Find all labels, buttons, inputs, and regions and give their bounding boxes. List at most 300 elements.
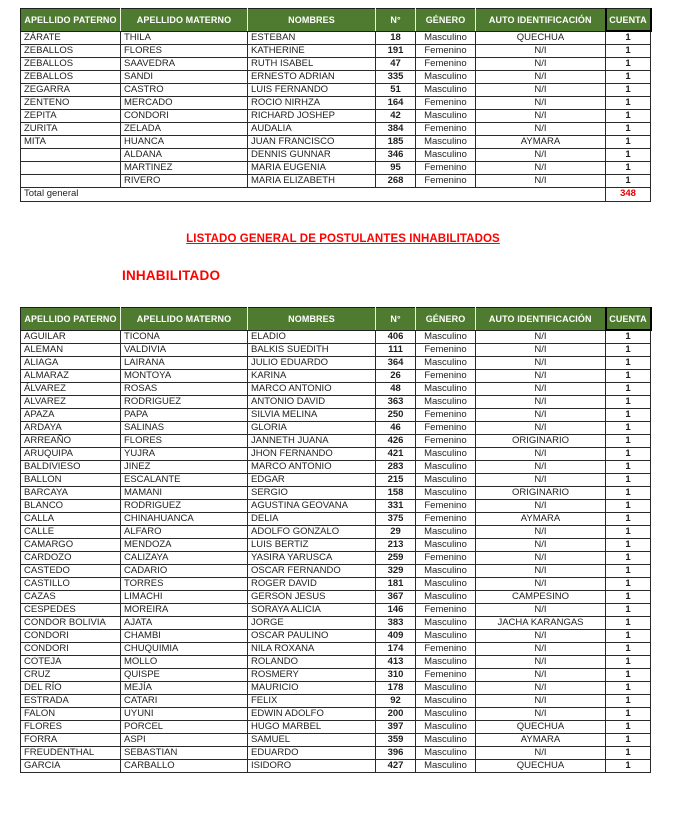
- cell: 47: [376, 58, 416, 71]
- cell: SERGIO: [248, 487, 376, 500]
- cell: MARIA ELIZABETH: [248, 175, 376, 188]
- total-label: Total general: [21, 188, 606, 202]
- cell: N/I: [476, 695, 606, 708]
- cell: CONDORI: [121, 110, 248, 123]
- cell: 1: [606, 422, 651, 435]
- cell: BALDIVIESO: [21, 461, 121, 474]
- cell: RODRIGUEZ: [121, 396, 248, 409]
- cell: CALLE: [21, 526, 121, 539]
- cell: Femenino: [416, 552, 476, 565]
- cell: RIVERO: [121, 175, 248, 188]
- cell: FALON: [21, 708, 121, 721]
- cell: LAIRANA: [121, 357, 248, 370]
- cell: ORIGINARIO: [476, 487, 606, 500]
- table-row: [21, 357, 651, 370]
- cell: N/I: [476, 175, 606, 188]
- cell: 413: [376, 656, 416, 669]
- cell: N/I: [476, 539, 606, 552]
- cell: Masculino: [416, 578, 476, 591]
- table-row: [21, 539, 651, 552]
- cell: 185: [376, 136, 416, 149]
- cell: Masculino: [416, 396, 476, 409]
- cell: Masculino: [416, 721, 476, 734]
- cell: 268: [376, 175, 416, 188]
- cell: 1: [606, 565, 651, 578]
- cell: FELIX: [248, 695, 376, 708]
- table-row: [21, 591, 651, 604]
- col-apellido-materno: APELLIDO MATERNO: [121, 308, 248, 331]
- table-row: [21, 461, 651, 474]
- cell: BALKIS SUEDITH: [248, 344, 376, 357]
- cell: ÁLVAREZ: [21, 383, 121, 396]
- cell: 146: [376, 604, 416, 617]
- table-row: [21, 500, 651, 513]
- cell: CASTEDO: [21, 565, 121, 578]
- cell: 1: [606, 409, 651, 422]
- cell: ROLANDO: [248, 656, 376, 669]
- table-row: [21, 708, 651, 721]
- cell: Masculino: [416, 357, 476, 370]
- cell: SAAVEDRA: [121, 58, 248, 71]
- cell: Masculino: [416, 539, 476, 552]
- table-row: [21, 526, 651, 539]
- cell: THILA: [121, 31, 248, 45]
- cell: FLORES: [121, 435, 248, 448]
- cell: GARCIA: [21, 760, 121, 773]
- table-row: [21, 31, 651, 45]
- cell: AGUSTINA GEOVANA: [248, 500, 376, 513]
- cell: SALINAS: [121, 422, 248, 435]
- cell: N/I: [476, 344, 606, 357]
- cell: ANTONIO DAVID: [248, 396, 376, 409]
- cell: CATARI: [121, 695, 248, 708]
- cell: Masculino: [416, 330, 476, 344]
- col-auto-identificacion: AUTO IDENTIFICACIÓN: [476, 9, 606, 32]
- cell: CARDOZO: [21, 552, 121, 565]
- cell: N/I: [476, 409, 606, 422]
- cell: Masculino: [416, 383, 476, 396]
- table-row: [21, 45, 651, 58]
- cell: 42: [376, 110, 416, 123]
- cell: 1: [606, 669, 651, 682]
- cell: 1: [606, 448, 651, 461]
- cell: N/I: [476, 422, 606, 435]
- cell: Masculino: [416, 760, 476, 773]
- cell: N/I: [476, 630, 606, 643]
- cell: AYMARA: [476, 734, 606, 747]
- cell: JULIO EDUARDO: [248, 357, 376, 370]
- cell: SORAYA ALICIA: [248, 604, 376, 617]
- cell: 1: [606, 513, 651, 526]
- cell: 181: [376, 578, 416, 591]
- cell: 283: [376, 461, 416, 474]
- cell: 1: [606, 370, 651, 383]
- cell: JACHA KARANGAS: [476, 617, 606, 630]
- col-numero: N°: [376, 9, 416, 32]
- cell: CAZAS: [21, 591, 121, 604]
- table-row: [21, 84, 651, 97]
- cell: 158: [376, 487, 416, 500]
- cell: HUGO MARBEL: [248, 721, 376, 734]
- cell: 1: [606, 123, 651, 136]
- cell: N/I: [476, 123, 606, 136]
- cell: 48: [376, 383, 416, 396]
- cell: KATHERINE: [248, 45, 376, 58]
- cell: 1: [606, 734, 651, 747]
- table-row: [21, 734, 651, 747]
- cell: Masculino: [416, 591, 476, 604]
- cell: 363: [376, 396, 416, 409]
- cell: GLORIA: [248, 422, 376, 435]
- cell: RICHARD JOSHEP: [248, 110, 376, 123]
- cell: ESTRADA: [21, 695, 121, 708]
- cell: CONDORI: [21, 630, 121, 643]
- col-nombres: NOMBRES: [248, 9, 376, 32]
- cell: AGUILAR: [21, 330, 121, 344]
- table-row: [21, 149, 651, 162]
- cell: Femenino: [416, 500, 476, 513]
- cell: 92: [376, 695, 416, 708]
- cell: MITA: [21, 136, 121, 149]
- cell: ESTEBAN: [248, 31, 376, 45]
- cell: 1: [606, 487, 651, 500]
- table-row: [21, 370, 651, 383]
- cell: DEL RÍO: [21, 682, 121, 695]
- table-row: [21, 110, 651, 123]
- cell: AYMARA: [476, 513, 606, 526]
- cell: CONDOR BOLIVIA: [21, 617, 121, 630]
- cell: CAMARGO: [21, 539, 121, 552]
- cell: FLORES: [121, 45, 248, 58]
- cell: 1: [606, 383, 651, 396]
- cell: ROCIO NIRHZA: [248, 97, 376, 110]
- cell: ZEPITA: [21, 110, 121, 123]
- cell: 1: [606, 58, 651, 71]
- cell: N/I: [476, 682, 606, 695]
- cell: JINEZ: [121, 461, 248, 474]
- cell: 95: [376, 162, 416, 175]
- cell: 396: [376, 747, 416, 760]
- cell: QUECHUA: [476, 31, 606, 45]
- cell: 310: [376, 669, 416, 682]
- cell: MAURICIO: [248, 682, 376, 695]
- cell: Masculino: [416, 31, 476, 45]
- cell: 178: [376, 682, 416, 695]
- cell: 397: [376, 721, 416, 734]
- cell: 1: [606, 97, 651, 110]
- cell: LUIS FERNANDO: [248, 84, 376, 97]
- cell: N/I: [476, 110, 606, 123]
- cell: CADARIO: [121, 565, 248, 578]
- cell: 1: [606, 708, 651, 721]
- col-numero: N°: [376, 308, 416, 331]
- cell: TORRES: [121, 578, 248, 591]
- cell: Masculino: [416, 474, 476, 487]
- table-row: [21, 136, 651, 149]
- cell: 1: [606, 162, 651, 175]
- cell: ALIAGA: [21, 357, 121, 370]
- cell: ZEBALLOS: [21, 71, 121, 84]
- cell: 259: [376, 552, 416, 565]
- cell: ZEGARRA: [21, 84, 121, 97]
- cell: ORIGINARIO: [476, 435, 606, 448]
- cell: ARREAÑO: [21, 435, 121, 448]
- table-row: [21, 656, 651, 669]
- cell: MOLLO: [121, 656, 248, 669]
- cell: ASPI: [121, 734, 248, 747]
- cell: N/I: [476, 565, 606, 578]
- cell: JUAN FRANCISCO: [248, 136, 376, 149]
- cell: Femenino: [416, 344, 476, 357]
- cell: Femenino: [416, 45, 476, 58]
- table-row: [21, 747, 651, 760]
- cell: 200: [376, 708, 416, 721]
- cell: 164: [376, 97, 416, 110]
- cell: MARCO ANTONIO: [248, 461, 376, 474]
- table-row: [21, 396, 651, 409]
- cell: Masculino: [416, 84, 476, 97]
- cell: JANNETH JUANA: [248, 435, 376, 448]
- cell: ALMARAZ: [21, 370, 121, 383]
- cell: 215: [376, 474, 416, 487]
- section-subtitle: INHABILITADO: [122, 268, 221, 283]
- cell: BLANCO: [21, 500, 121, 513]
- cell: N/I: [476, 330, 606, 344]
- cell: 346: [376, 149, 416, 162]
- cell: N/I: [476, 669, 606, 682]
- table-row: [21, 643, 651, 656]
- cell: GERSON JESUS: [248, 591, 376, 604]
- cell: YASIRA YARUSCA: [248, 552, 376, 565]
- table-row: [21, 604, 651, 617]
- cell: Femenino: [416, 643, 476, 656]
- cell: YUJRA: [121, 448, 248, 461]
- cell: N/I: [476, 396, 606, 409]
- cell: N/I: [476, 45, 606, 58]
- cell: 174: [376, 643, 416, 656]
- cell: N/I: [476, 526, 606, 539]
- col-cuenta: CUENTA: [606, 9, 651, 32]
- cell: 1: [606, 500, 651, 513]
- cell: SILVIA MELINA: [248, 409, 376, 422]
- table-row: [21, 58, 651, 71]
- cell: ADOLFO GONZALO: [248, 526, 376, 539]
- cell: RODRIGUEZ: [121, 500, 248, 513]
- cell: 329: [376, 565, 416, 578]
- cell: Masculino: [416, 526, 476, 539]
- cell: ZELADA: [121, 123, 248, 136]
- cell: AJATA: [121, 617, 248, 630]
- col-genero: GÉNERO: [416, 308, 476, 331]
- cell: Masculino: [416, 110, 476, 123]
- cell: Masculino: [416, 71, 476, 84]
- total-row: [21, 188, 651, 202]
- cell: 1: [606, 747, 651, 760]
- cell: 364: [376, 357, 416, 370]
- page-title: LISTADO GENERAL DE POSTULANTES INHABILITADOS: [186, 233, 500, 245]
- cell: N/I: [476, 162, 606, 175]
- table-body: [21, 330, 651, 773]
- cell: APAZA: [21, 409, 121, 422]
- cell: 250: [376, 409, 416, 422]
- cell: CESPEDES: [21, 604, 121, 617]
- table-row: [21, 565, 651, 578]
- cell: N/I: [476, 461, 606, 474]
- cell: 29: [376, 526, 416, 539]
- cell: N/I: [476, 552, 606, 565]
- table-row: [21, 162, 651, 175]
- cell: [21, 175, 121, 188]
- cell: N/I: [476, 383, 606, 396]
- cell: 1: [606, 136, 651, 149]
- cell: N/I: [476, 97, 606, 110]
- cell: Masculino: [416, 695, 476, 708]
- cell: 51: [376, 84, 416, 97]
- cell: ERNESTO ADRIAN: [248, 71, 376, 84]
- cell: Femenino: [416, 513, 476, 526]
- table-row: [21, 617, 651, 630]
- cell: Masculino: [416, 656, 476, 669]
- cell: MARCO ANTONIO: [248, 383, 376, 396]
- cell: 1: [606, 84, 651, 97]
- cell: 1: [606, 330, 651, 344]
- cell: VALDIVIA: [121, 344, 248, 357]
- cell: CARBALLO: [121, 760, 248, 773]
- cell: [21, 162, 121, 175]
- cell: MARTINEZ: [121, 162, 248, 175]
- cell: 46: [376, 422, 416, 435]
- cell: 383: [376, 617, 416, 630]
- cell: CALLA: [21, 513, 121, 526]
- table-row: [21, 578, 651, 591]
- cell: ZENTENO: [21, 97, 121, 110]
- cell: N/I: [476, 643, 606, 656]
- cell: PAPA: [121, 409, 248, 422]
- cell: 18: [376, 31, 416, 45]
- cell: 1: [606, 344, 651, 357]
- cell: CASTRO: [121, 84, 248, 97]
- inhabilitados-table: [20, 307, 652, 773]
- cell: 1: [606, 578, 651, 591]
- cell: COTEJA: [21, 656, 121, 669]
- table-row: [21, 474, 651, 487]
- table-row: [21, 721, 651, 734]
- table-row: [21, 552, 651, 565]
- cell: RUTH ISABEL: [248, 58, 376, 71]
- cell: N/I: [476, 71, 606, 84]
- cell: UYUNI: [121, 708, 248, 721]
- header-row: [21, 9, 651, 32]
- cell: SEBASTIAN: [121, 747, 248, 760]
- cell: 1: [606, 71, 651, 84]
- table-row: [21, 448, 651, 461]
- table-row: [21, 513, 651, 526]
- table-row: [21, 175, 651, 188]
- cell: EDUARDO: [248, 747, 376, 760]
- cell: 1: [606, 643, 651, 656]
- cell: BALLON: [21, 474, 121, 487]
- col-auto-identificacion: AUTO IDENTIFICACIÓN: [476, 308, 606, 331]
- cell: JHON FERNANDO: [248, 448, 376, 461]
- cell: Masculino: [416, 136, 476, 149]
- cell: HUANCA: [121, 136, 248, 149]
- table-row: [21, 760, 651, 773]
- cell: 1: [606, 45, 651, 58]
- col-apellido-materno: APELLIDO MATERNO: [121, 9, 248, 32]
- cell: MEJÍA: [121, 682, 248, 695]
- cell: 111: [376, 344, 416, 357]
- cell: AYMARA: [476, 136, 606, 149]
- cell: 1: [606, 474, 651, 487]
- cell: MARIA EUGENIA: [248, 162, 376, 175]
- cell: ROSAS: [121, 383, 248, 396]
- cell: CASTILLO: [21, 578, 121, 591]
- cell: ZEBALLOS: [21, 45, 121, 58]
- cell: Femenino: [416, 162, 476, 175]
- cell: LIMACHI: [121, 591, 248, 604]
- cell: N/I: [476, 708, 606, 721]
- cell: 1: [606, 721, 651, 734]
- cell: [21, 149, 121, 162]
- table-row: [21, 344, 651, 357]
- cell: 384: [376, 123, 416, 136]
- cell: DELIA: [248, 513, 376, 526]
- cell: N/I: [476, 149, 606, 162]
- cell: EDGAR: [248, 474, 376, 487]
- cell: MENDOZA: [121, 539, 248, 552]
- table-row: [21, 682, 651, 695]
- cell: ALFARO: [121, 526, 248, 539]
- table-row: [21, 71, 651, 84]
- table-row: [21, 695, 651, 708]
- header-row: [21, 308, 651, 331]
- cell: 375: [376, 513, 416, 526]
- cell: N/I: [476, 84, 606, 97]
- cell: N/I: [476, 604, 606, 617]
- cell: Femenino: [416, 97, 476, 110]
- cell: 1: [606, 695, 651, 708]
- cell: N/I: [476, 357, 606, 370]
- cell: ESCALANTE: [121, 474, 248, 487]
- cell: QUISPE: [121, 669, 248, 682]
- cell: N/I: [476, 500, 606, 513]
- cell: 213: [376, 539, 416, 552]
- postulantes-table-top: [20, 8, 652, 202]
- cell: KARINA: [248, 370, 376, 383]
- cell: QUECHUA: [476, 760, 606, 773]
- cell: Masculino: [416, 630, 476, 643]
- cell: LUIS BERTIZ: [248, 539, 376, 552]
- cell: 1: [606, 617, 651, 630]
- cell: N/I: [476, 474, 606, 487]
- table-body: [21, 31, 651, 188]
- table-row: [21, 669, 651, 682]
- cell: MERCADO: [121, 97, 248, 110]
- cell: N/I: [476, 370, 606, 383]
- cell: ALDANA: [121, 149, 248, 162]
- cell: 1: [606, 149, 651, 162]
- table-row: [21, 330, 651, 344]
- cell: Femenino: [416, 604, 476, 617]
- cell: FORRA: [21, 734, 121, 747]
- cell: ZURITA: [21, 123, 121, 136]
- table-header: [21, 308, 651, 331]
- cell: ALVAREZ: [21, 396, 121, 409]
- cell: Femenino: [416, 370, 476, 383]
- table-row: [21, 435, 651, 448]
- cell: 1: [606, 656, 651, 669]
- cell: FLORES: [21, 721, 121, 734]
